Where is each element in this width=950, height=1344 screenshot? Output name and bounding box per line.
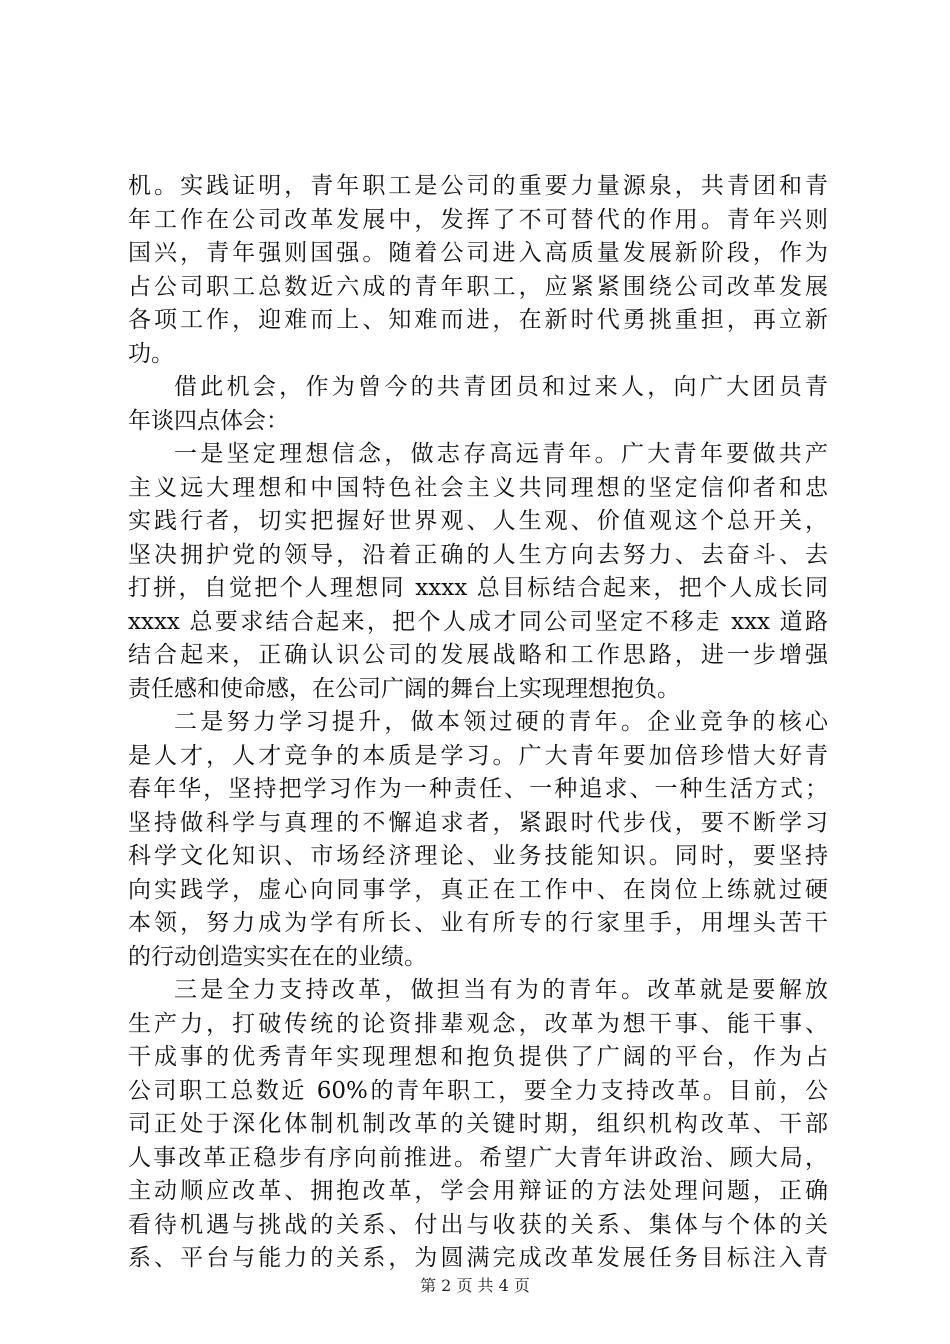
page-footer: 第 2 页 共 4 页 <box>420 1276 530 1295</box>
text-line: 年谈四点体会： <box>128 407 289 434</box>
text-line: 借此机会，作为曾今的共青团员和过来人，向广大团员青 <box>174 374 828 400</box>
text-line: 占公司职工总数近六成的青年职工，应紧紧围绕公司改革发展 <box>128 273 828 300</box>
text-line: 二是努力学习提升，做本领过硬的青年。企业竞争的核心 <box>174 709 828 735</box>
text-line: 结合起来，正确认识公司的发展战略和工作思路，进一步增强 <box>128 642 828 668</box>
text-line: 打拼，自觉把个人理想同 xxxx 总目标结合起来，把个人成长同 <box>128 575 828 601</box>
paragraph <box>128 706 828 974</box>
text-line: 系、平台与能力的关系，为圆满完成改革发展任务目标注入青 <box>128 1245 828 1271</box>
document-body <box>128 170 828 1276</box>
text-line: 一是坚定理想信念，做志存高远青年。广大青年要做共产 <box>174 441 828 467</box>
text-line: 科学文化知识、市场经济理论、业务技能知识。同时，要坚持 <box>128 843 828 869</box>
text-line: 看待机遇与挑战的关系、付出与收获的关系、集体与个体的关 <box>128 1211 828 1238</box>
text-line: 人事改革正稳步有序向前推进。希望广大青年讲政治、顾大局， <box>128 1144 828 1171</box>
text-line: 机。实践证明，青年职工是公司的重要力量源泉，共青团和青 <box>128 173 828 199</box>
text-line: 本领，努力成为学有所长、业有所专的行家里手，用埋头苦干 <box>128 910 828 936</box>
text-line: 干成事的优秀青年实现理想和抱负提供了广阔的平台，作为占 <box>128 1044 828 1070</box>
text-line: 各项工作，迎难而上、知难而进，在新时代勇挑重担，再立新 <box>128 307 828 333</box>
text-line: 春年华，坚持把学习作为一种责任、一种追求、一种生活方式； <box>128 776 828 802</box>
text-line: 三是全力支持改革，做担当有为的青年。改革就是要解放 <box>174 977 828 1003</box>
paragraph <box>128 371 828 438</box>
text-line: 公司职工总数近 60%的青年职工，要全力支持改革。目前，公 <box>128 1077 828 1104</box>
text-line: 的行动创造实实在在的业绩。 <box>128 943 427 970</box>
text-line: 责任感和使命感，在公司广阔的舞台上实现理想抱负。 <box>128 675 680 702</box>
paragraph <box>128 170 828 371</box>
paragraph <box>128 974 828 1276</box>
text-line: 国兴，青年强则国强。随着公司进入高质量发展新阶段，作为 <box>128 240 828 266</box>
text-line: 主义远大理想和中国特色社会主义共同理想的坚定信仰者和忠 <box>128 474 828 501</box>
text-line: 年工作在公司改革发展中，发挥了不可替代的作用。青年兴则 <box>128 206 828 233</box>
text-line: 功。 <box>128 340 174 367</box>
text-line: 生产力，打破传统的论资排辈观念，改革为想干事、能干事、 <box>128 1010 828 1037</box>
text-line: 向实践学，虚心向同事学，真正在工作中、在岗位上练就过硬 <box>128 876 828 903</box>
text-line: 坚持做科学与真理的不懈追求者，紧跟时代步伐，要不断学习 <box>128 809 828 836</box>
paragraph <box>128 438 828 706</box>
text-line: 实践行者，切实把握好世界观、人生观、价值观这个总开关， <box>128 508 828 534</box>
text-line: 是人才，人才竞争的本质是学习。广大青年要加倍珍惜大好青 <box>128 742 828 769</box>
text-line: xxxx 总要求结合起来，把个人成才同公司坚定不移走 xxx 道路 <box>128 608 828 635</box>
text-line: 坚决拥护党的领导，沿着正确的人生方向去努力、去奋斗、去 <box>128 541 828 568</box>
text-line: 主动顺应改革、拥抱改革，学会用辩证的方法处理问题，正确 <box>128 1178 828 1204</box>
text-line: 司正处于深化体制机制改革的关键时期，组织机构改革、干部 <box>128 1111 828 1137</box>
